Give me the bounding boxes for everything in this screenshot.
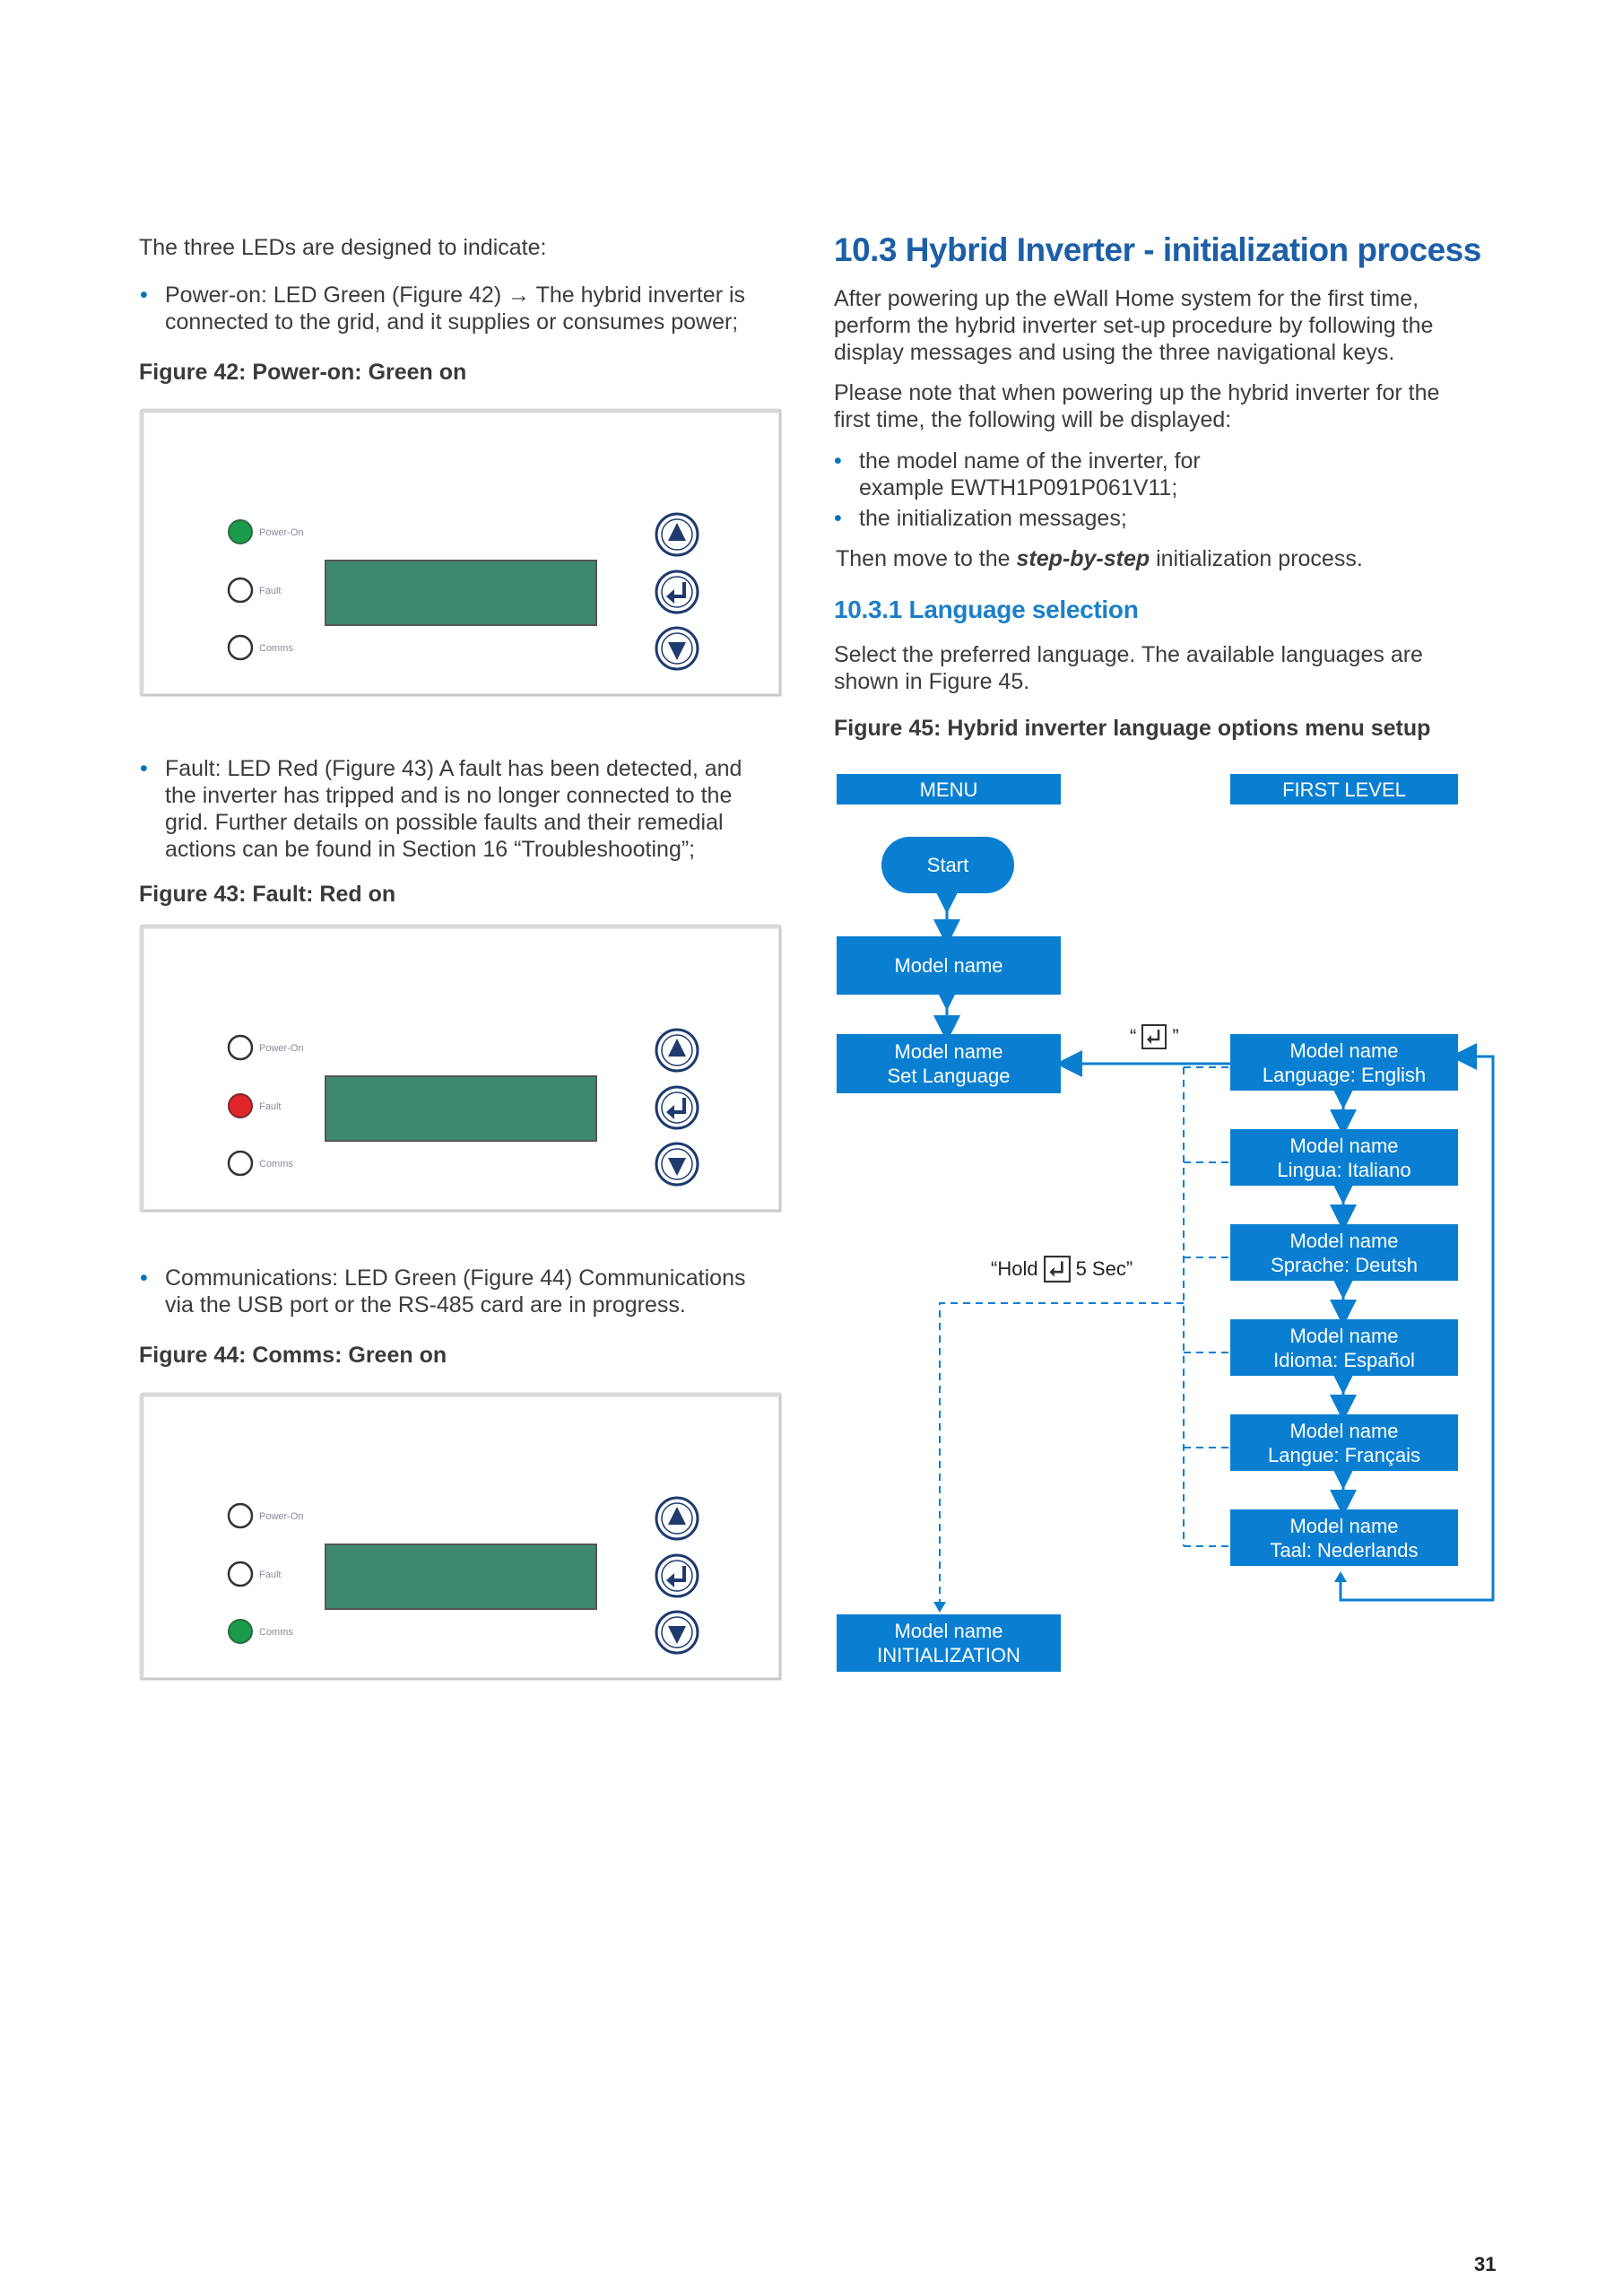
lang-italiano-node	[1230, 1129, 1458, 1186]
initialization-node	[837, 1614, 1061, 1672]
paragraph-line: first time, the following will be displayed:	[834, 407, 1232, 432]
node-line: Set Language	[887, 1065, 1011, 1087]
dashed-hold-path	[940, 1303, 1184, 1604]
bullet-line: connected to the grid, and it supplies or consumes power;	[165, 309, 739, 335]
section-title: 10.3 Hybrid Inverter - initialization process	[834, 231, 1481, 268]
paragraph-line: After powering up the eWall Home system for the first time,	[834, 286, 1419, 311]
node-line: Model name	[894, 1620, 1003, 1642]
bullet-line: via the USB port or the RS-485 card are in progress.	[165, 1292, 686, 1318]
node-line: Language: English	[1262, 1063, 1427, 1086]
then-pre: Then move to the	[836, 546, 1017, 571]
paragraph-line: Please note that when powering up the hybrid inverter for the	[834, 380, 1440, 405]
led-label-fault: Fault	[259, 586, 282, 596]
node-line: Idioma: Español	[1273, 1348, 1415, 1371]
node-line: Model name	[1289, 1514, 1399, 1537]
bullet-dot: •	[140, 756, 148, 781]
lang-english-node	[1230, 1034, 1458, 1091]
led-label-power: Power-On	[259, 1043, 304, 1054]
quote-open: “	[1130, 1025, 1137, 1048]
figure-42-caption: Figure 42: Power-on: Green on	[139, 360, 467, 385]
led-label-comms: Comms	[259, 1159, 293, 1170]
bullet-dot: •	[834, 506, 842, 531]
then-post: initialization process.	[1150, 546, 1363, 571]
start-node: Start	[881, 837, 1014, 893]
node-line: Model name	[1289, 1324, 1399, 1347]
bullet-line: actions can be found in Section 16 “Troubleshooting”;	[165, 837, 696, 862]
bullet-line: Communications: LED Green (Figure 44) Communications	[165, 1265, 746, 1291]
paragraph-line: perform the hybrid inverter set-up procedure by following the	[834, 313, 1434, 338]
node-line: INITIALIZATION	[877, 1644, 1020, 1666]
bullet-line: the model name of the inverter, for	[859, 448, 1201, 474]
subsection-title: 10.3.1 Language selection	[834, 596, 1139, 623]
hold-note-post: 5 Sec”	[1075, 1257, 1133, 1280]
lang-nederlands-node	[1230, 1509, 1458, 1566]
bullet-line: the inverter has tripped and is no longer connected to the	[165, 783, 733, 808]
arrow-head	[1334, 1571, 1347, 1582]
page-number: 31	[1474, 2253, 1497, 2275]
menu-header: MENU	[837, 774, 1061, 804]
bullet-line: Power-on: LED Green (Figure 42) → The hybrid inverter is	[165, 283, 746, 308]
paragraph-line: display messages and using the three navigational keys.	[834, 340, 1395, 365]
lang-francais-node	[1230, 1414, 1458, 1471]
figure-44-caption: Figure 44: Comms: Green on	[139, 1343, 447, 1368]
bullet-line: grid. Further details on possible faults and their remedial	[165, 810, 724, 835]
model-name-node: Model name	[837, 936, 1061, 995]
node-line: Model name	[894, 1040, 1003, 1063]
first-level-header: FIRST LEVEL	[1230, 774, 1458, 804]
bullet-line: Fault: LED Red (Figure 43) A fault has been detected, and	[165, 756, 742, 781]
enter-key-icon	[1141, 1024, 1167, 1049]
bullet-line: the initialization messages;	[859, 506, 1127, 531]
figure-45-caption: Figure 45: Hybrid inverter language options menu setup	[834, 716, 1431, 741]
bullet-dot: •	[834, 448, 842, 474]
lang-espanol-node	[1230, 1319, 1458, 1376]
arrow-head	[933, 1602, 946, 1613]
led-label-fault: Fault	[259, 1101, 282, 1112]
node-line: Model name	[1289, 1039, 1399, 1062]
node-line: Langue: Français	[1268, 1443, 1420, 1466]
paragraph-line: Select the preferred language. The available languages are	[834, 642, 1423, 667]
node-line: Model name	[1289, 1134, 1399, 1157]
node-line: Model name	[1289, 1229, 1399, 1252]
led-label-power: Power-On	[259, 527, 304, 538]
led-label-comms: Comms	[259, 643, 293, 654]
set-language-node	[837, 1034, 1061, 1093]
lang-deutsh-node	[1230, 1224, 1458, 1281]
intro-text: The three LEDs are designed to indicate:	[139, 235, 547, 260]
hold-note-pre: “Hold	[991, 1257, 1038, 1280]
bullet-dot: •	[140, 1265, 148, 1291]
quote-close: ”	[1172, 1025, 1179, 1048]
bullet-line: example EWTH1P091P061V11;	[859, 475, 1178, 500]
led-label-comms: Comms	[259, 1627, 293, 1638]
node-line: Lingua: Italiano	[1277, 1158, 1411, 1181]
paragraph-line: shown in Figure 45.	[834, 669, 1030, 694]
figure-43-caption: Figure 43: Fault: Red on	[139, 882, 396, 907]
enter-key-icon	[1044, 1256, 1071, 1283]
led-label-fault: Fault	[259, 1570, 282, 1580]
bullet-dot: •	[140, 283, 148, 308]
node-line: Sprache: Deutsh	[1271, 1253, 1418, 1276]
hold-note	[991, 1256, 1133, 1283]
led-label-power: Power-On	[259, 1511, 304, 1522]
then-emphasis: step-by-step	[1016, 546, 1150, 571]
enter-key-note	[1130, 1024, 1179, 1049]
node-line: Taal: Nederlands	[1270, 1538, 1419, 1561]
node-line: Model name	[1289, 1419, 1399, 1442]
